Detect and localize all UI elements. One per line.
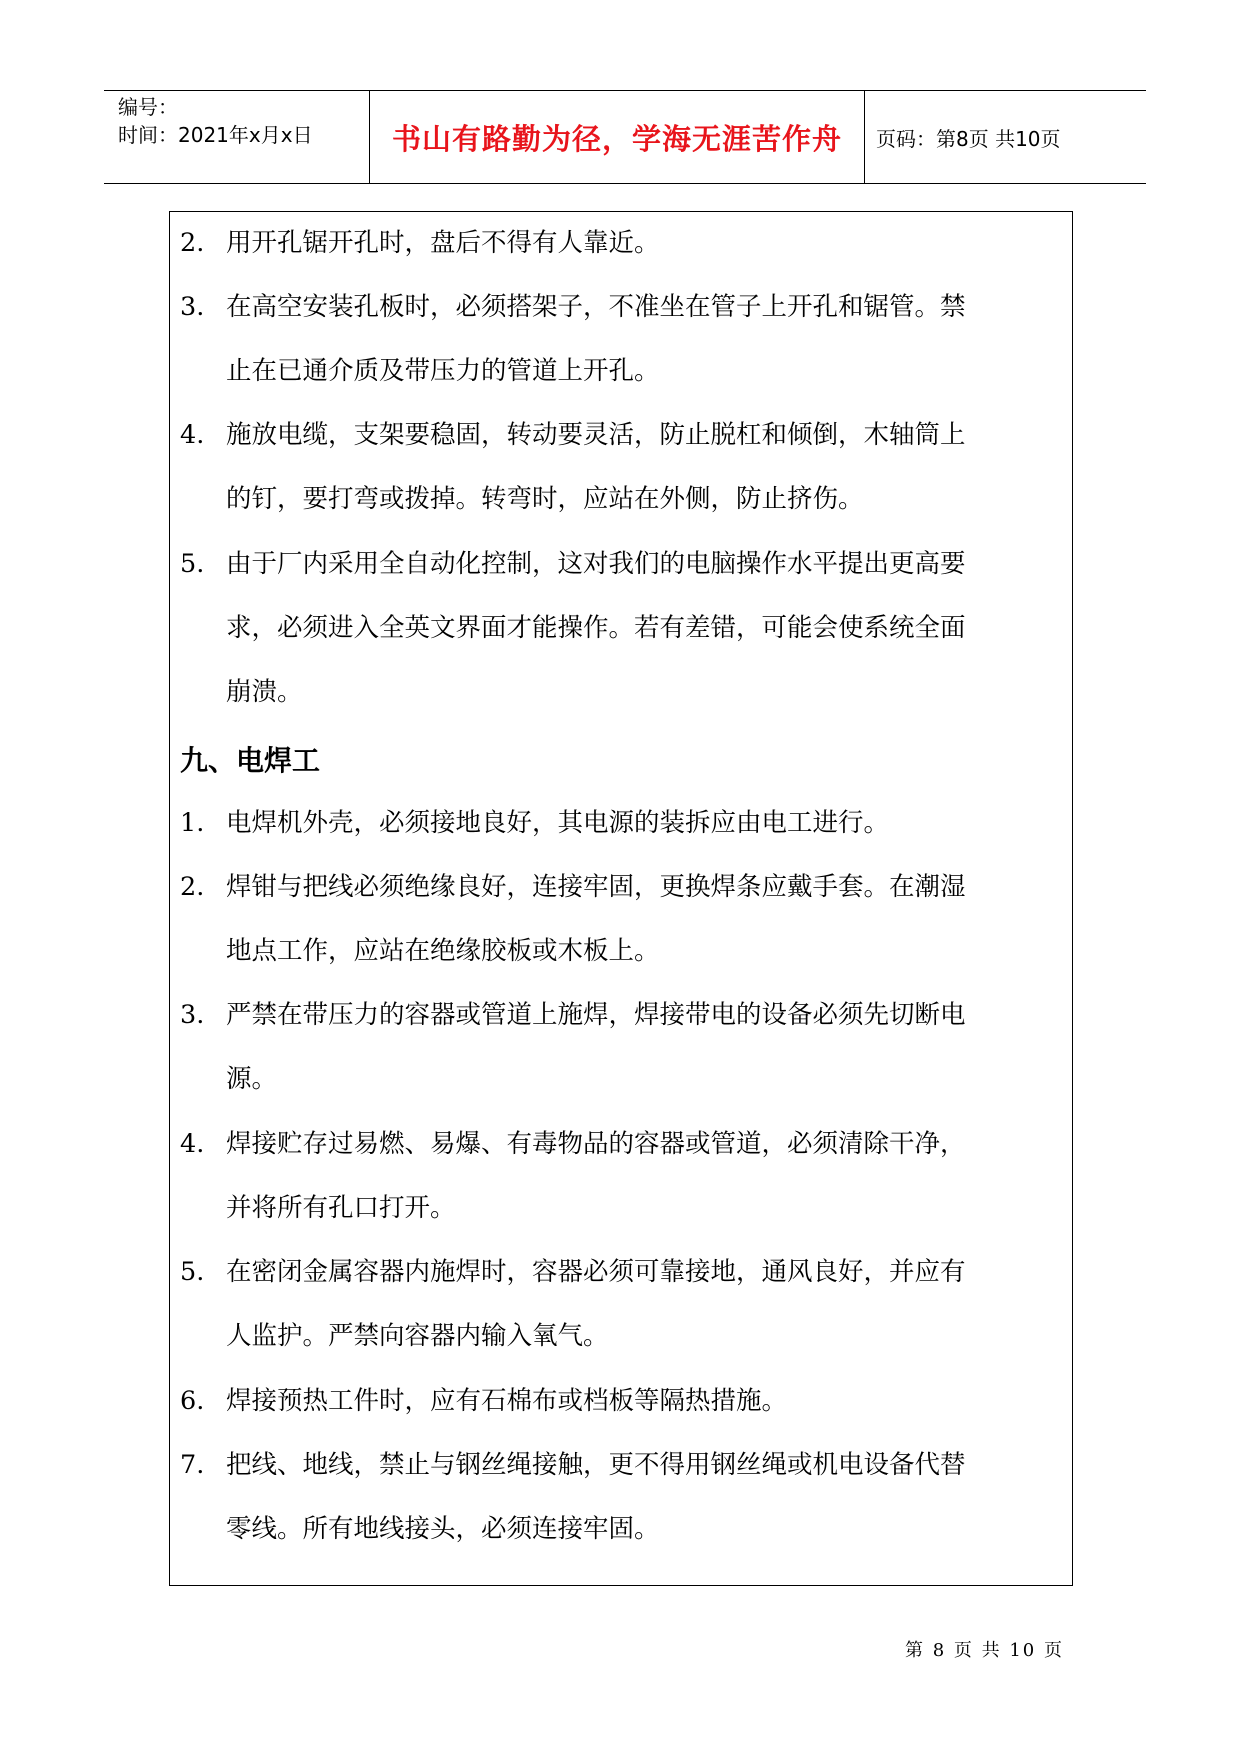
item-text: 崩溃。 [226,677,303,707]
item-text: 地点工作，应站在绝缘胶板或木板上。 [226,936,660,966]
item-text: 焊接贮存过易燃、易爆、有毒物品的容器或管道，必须清除干净， [226,1129,966,1159]
item-text: 用开孔锯开孔时，盘后不得有人靠近。 [226,228,660,258]
item-text: 焊接预热工件时，应有石棉布或档板等隔热措施。 [226,1386,788,1416]
number-label: 编号： [118,95,178,119]
item-text: 电焊机外壳，必须接地良好，其电源的装拆应由电工进行。 [226,808,890,838]
item-text: 零线。所有地线接头，必须连接牢固。 [226,1514,660,1544]
item-number: 5. [180,1257,205,1287]
section-heading: 九、电焊工 [180,744,321,777]
item-text: 焊钳与把线必须绝缘良好，连接牢固，更换焊条应戴手套。在潮湿 [226,872,966,902]
time-label: 时间：2021年x月x日 [118,123,313,147]
item-text: 源。 [226,1064,278,1094]
item-number: 7. [180,1450,205,1480]
item-number: 2. [180,228,205,258]
item-number: 3. [180,292,205,322]
item-text: 在高空安装孔板时，必须搭架子，不准坐在管子上开孔和锯管。禁 [226,292,966,322]
item-text: 在密闭金属容器内施焊时，容器必须可靠接地，通风良好，并应有 [226,1257,966,1287]
item-text: 把线、地线，禁止与钢丝绳接触，更不得用钢丝绳或机电设备代替 [226,1450,966,1480]
item-number: 4. [180,420,205,450]
item-number: 3. [180,1000,205,1030]
item-text: 止在已通介质及带压力的管道上开孔。 [226,356,660,386]
item-text: 求，必须进入全英文界面才能操作。若有差错，可能会使系统全面 [226,613,966,643]
header-page-code: 页码：第8页 共10页 [876,126,1061,151]
item-number: 4. [180,1129,205,1159]
item-text: 由于厂内采用全自动化控制，这对我们的电脑操作水平提出更高要 [226,549,966,579]
header-slogan: 书山有路勤为径，学海无涯苦作舟 [370,91,865,183]
item-number: 6. [180,1386,205,1416]
page-footer: 第 8 页 共 10 页 [905,1640,1064,1661]
item-text: 严禁在带压力的容器或管道上施焊，焊接带电的设备必须先切断电 [226,1000,966,1030]
item-number: 2. [180,872,205,902]
item-text: 并将所有孔口打开。 [226,1193,456,1223]
item-number: 1. [180,808,205,838]
item-text: 施放电缆，支架要稳固，转动要灵活，防止脱杠和倾倒，木轴筒上 [226,420,966,450]
item-text: 人监护。严禁向容器内输入氧气。 [226,1321,609,1351]
header-meta [104,91,370,183]
item-number: 5. [180,549,205,579]
item-text: 的钉，要打弯或拨掉。转弯时，应站在外侧，防止挤伤。 [226,484,864,514]
page-header [104,90,1146,184]
